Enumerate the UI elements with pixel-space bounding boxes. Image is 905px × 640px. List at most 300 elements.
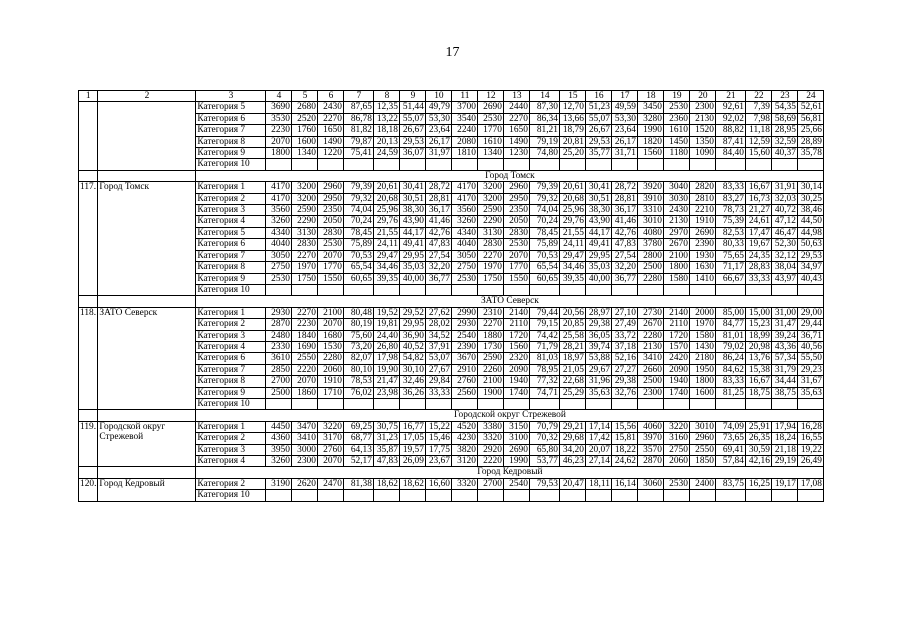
value-cell: 30,41 xyxy=(586,182,612,193)
value-cell: 78,45 xyxy=(344,227,374,238)
value-cell: 23,64 xyxy=(426,125,452,136)
value-cell: 33,33 xyxy=(746,273,772,284)
value-cell: 27,67 xyxy=(426,364,452,375)
category-cell: Категория 2 xyxy=(196,478,266,489)
value-cell: 2620 xyxy=(292,478,318,489)
value-cell: 1350 xyxy=(690,136,716,147)
value-cell: 1580 xyxy=(690,330,716,341)
value-cell: 2800 xyxy=(638,250,664,261)
value-cell xyxy=(664,398,690,409)
value-cell: 2680 xyxy=(292,102,318,113)
value-cell: 31,96 xyxy=(586,376,612,387)
value-cell xyxy=(746,490,772,501)
value-cell: 36,17 xyxy=(426,205,452,216)
value-cell: 31,91 xyxy=(772,182,798,193)
value-cell: 81,01 xyxy=(716,330,746,341)
value-cell: 34,46 xyxy=(560,262,586,273)
value-cell: 3570 xyxy=(638,444,664,455)
value-cell xyxy=(612,159,638,170)
value-cell: 2230 xyxy=(292,319,318,330)
value-cell: 2520 xyxy=(292,113,318,124)
value-cell: 2210 xyxy=(690,205,716,216)
value-cell: 74,42 xyxy=(530,330,560,341)
value-cell xyxy=(266,284,292,295)
value-cell: 3130 xyxy=(292,227,318,238)
value-cell: 12,70 xyxy=(560,102,586,113)
value-cell xyxy=(612,490,638,501)
value-cell: 3050 xyxy=(452,250,478,261)
value-cell: 79,15 xyxy=(530,319,560,330)
value-cell: 29,53 xyxy=(400,136,426,147)
value-cell: 17,05 xyxy=(400,433,426,444)
value-cell: 3920 xyxy=(638,182,664,193)
value-cell: 33,72 xyxy=(612,330,638,341)
value-cell: 18,79 xyxy=(560,125,586,136)
value-cell: 49,59 xyxy=(612,102,638,113)
value-cell xyxy=(374,159,400,170)
value-cell: 35,03 xyxy=(586,262,612,273)
value-cell: 26,49 xyxy=(798,456,824,467)
value-cell: 39,24 xyxy=(772,330,798,341)
value-cell: 36,05 xyxy=(586,330,612,341)
value-cell: 3200 xyxy=(478,182,504,193)
value-cell: 2240 xyxy=(452,125,478,136)
value-cell: 12,59 xyxy=(746,136,772,147)
value-cell: 83,33 xyxy=(716,376,746,387)
value-cell xyxy=(560,398,586,409)
section-empty-cell xyxy=(79,410,98,421)
value-cell: 16,28 xyxy=(798,421,824,432)
value-cell: 86,24 xyxy=(716,353,746,364)
value-cell: 37,91 xyxy=(426,341,452,352)
value-cell: 3200 xyxy=(478,193,504,204)
value-cell: 20,61 xyxy=(560,182,586,193)
value-cell: 74,09 xyxy=(716,421,746,432)
value-cell: 1430 xyxy=(690,341,716,352)
value-cell: 26,67 xyxy=(400,125,426,136)
value-cell: 84,40 xyxy=(716,148,746,159)
value-cell: 2950 xyxy=(318,193,344,204)
value-cell: 47,83 xyxy=(374,456,400,467)
value-cell: 2090 xyxy=(504,364,530,375)
value-cell: 4170 xyxy=(266,193,292,204)
value-cell: 28,72 xyxy=(426,182,452,193)
value-cell: 2480 xyxy=(266,330,292,341)
category-cell: Категория 1 xyxy=(196,307,266,318)
value-cell: 1630 xyxy=(690,262,716,273)
header-cell: 16 xyxy=(586,91,612,102)
section-title: Город Томск xyxy=(196,170,824,181)
value-cell: 27,54 xyxy=(426,250,452,261)
value-cell: 19,90 xyxy=(374,364,400,375)
value-cell: 16,67 xyxy=(746,182,772,193)
value-cell: 21,18 xyxy=(772,444,798,455)
value-cell: 4060 xyxy=(638,421,664,432)
value-cell: 2690 xyxy=(504,444,530,455)
value-cell: 3950 xyxy=(266,444,292,455)
value-cell: 2280 xyxy=(638,273,664,284)
value-cell: 4040 xyxy=(266,239,292,250)
section-empty-cell xyxy=(79,170,98,181)
value-cell: 4170 xyxy=(452,182,478,193)
value-cell: 87,30 xyxy=(530,102,560,113)
value-cell: 29,52 xyxy=(400,307,426,318)
value-cell: 3910 xyxy=(638,193,664,204)
category-cell: Категория 2 xyxy=(196,319,266,330)
value-cell: 2220 xyxy=(478,456,504,467)
value-cell: 2830 xyxy=(292,239,318,250)
value-cell xyxy=(772,284,798,295)
category-cell: Категория 4 xyxy=(196,216,266,227)
value-cell: 1520 xyxy=(690,125,716,136)
value-cell: 53,30 xyxy=(612,113,638,124)
value-cell: 34,97 xyxy=(798,262,824,273)
header-cell: 12 xyxy=(478,91,504,102)
value-cell: 80,33 xyxy=(716,239,746,250)
value-cell: 24,11 xyxy=(560,239,586,250)
value-cell: 40,56 xyxy=(798,341,824,352)
value-cell: 34,52 xyxy=(426,330,452,341)
value-cell: 47,12 xyxy=(772,216,798,227)
value-cell xyxy=(478,398,504,409)
value-cell: 1610 xyxy=(664,125,690,136)
value-cell: 3040 xyxy=(664,182,690,193)
value-cell: 2180 xyxy=(690,353,716,364)
value-cell: 80,48 xyxy=(344,307,374,318)
section-row xyxy=(79,410,824,421)
value-cell: 16,77 xyxy=(400,421,426,432)
value-cell: 2760 xyxy=(318,444,344,455)
section-empty-cell xyxy=(98,170,196,181)
value-cell: 4170 xyxy=(452,193,478,204)
value-cell: 83,27 xyxy=(716,193,746,204)
value-cell: 29,95 xyxy=(400,250,426,261)
value-cell: 32,20 xyxy=(426,262,452,273)
value-cell: 28,97 xyxy=(586,307,612,318)
value-cell: 1560 xyxy=(638,148,664,159)
row-number: 117. xyxy=(79,182,98,296)
value-cell xyxy=(798,490,824,501)
value-cell: 2270 xyxy=(504,113,530,124)
value-cell: 70,32 xyxy=(530,433,560,444)
value-cell xyxy=(716,284,746,295)
value-cell: 18,99 xyxy=(746,330,772,341)
value-cell: 3780 xyxy=(638,239,664,250)
value-cell: 2060 xyxy=(664,456,690,467)
value-cell: 84,62 xyxy=(716,364,746,375)
value-cell: 2390 xyxy=(690,239,716,250)
value-cell: 3970 xyxy=(638,433,664,444)
header-cell: 17 xyxy=(612,91,638,102)
value-cell: 2820 xyxy=(690,182,716,193)
value-cell: 82,07 xyxy=(344,353,374,364)
value-cell xyxy=(560,159,586,170)
value-cell: 25,96 xyxy=(374,205,400,216)
section-empty-cell xyxy=(98,296,196,307)
value-cell: 2550 xyxy=(292,353,318,364)
value-cell: 35,63 xyxy=(798,387,824,398)
value-cell: 17,75 xyxy=(426,444,452,455)
value-cell: 2920 xyxy=(478,444,504,455)
value-cell: 2810 xyxy=(690,193,716,204)
value-cell: 3220 xyxy=(318,421,344,432)
value-cell: 73,65 xyxy=(716,433,746,444)
value-cell: 39,35 xyxy=(374,273,400,284)
value-cell xyxy=(374,398,400,409)
value-cell: 79,39 xyxy=(530,182,560,193)
value-cell: 30,14 xyxy=(798,182,824,193)
value-cell: 78,53 xyxy=(344,376,374,387)
value-cell: 15,56 xyxy=(612,421,638,432)
value-cell: 3410 xyxy=(292,433,318,444)
value-cell: 55,07 xyxy=(586,113,612,124)
value-cell: 29,53 xyxy=(798,250,824,261)
value-cell: 2530 xyxy=(664,102,690,113)
value-cell: 2550 xyxy=(690,444,716,455)
value-cell: 70,53 xyxy=(530,250,560,261)
value-cell: 43,90 xyxy=(586,216,612,227)
value-cell: 83,33 xyxy=(716,182,746,193)
value-cell: 3150 xyxy=(504,421,530,432)
value-cell xyxy=(746,159,772,170)
value-cell: 27,62 xyxy=(426,307,452,318)
category-cell: Категория 6 xyxy=(196,353,266,364)
header-cell: 15 xyxy=(560,91,586,102)
value-cell: 87,41 xyxy=(716,136,746,147)
value-cell: 21,05 xyxy=(560,364,586,375)
value-cell: 30,59 xyxy=(746,444,772,455)
value-cell: 26,17 xyxy=(426,136,452,147)
value-cell: 46,23 xyxy=(560,456,586,467)
value-cell: 85,00 xyxy=(716,307,746,318)
value-cell: 64,13 xyxy=(344,444,374,455)
value-cell: 1550 xyxy=(318,273,344,284)
value-cell: 80,19 xyxy=(344,319,374,330)
value-cell: 15,00 xyxy=(746,307,772,318)
value-cell: 3820 xyxy=(452,444,478,455)
value-cell: 3130 xyxy=(478,227,504,238)
value-cell: 81,21 xyxy=(530,125,560,136)
value-cell: 75,89 xyxy=(344,239,374,250)
value-cell: 1690 xyxy=(292,341,318,352)
value-cell: 31,23 xyxy=(374,433,400,444)
value-cell xyxy=(772,159,798,170)
value-cell: 2910 xyxy=(452,364,478,375)
value-cell: 18,97 xyxy=(560,353,586,364)
header-cell: 7 xyxy=(344,91,374,102)
value-cell: 81,25 xyxy=(716,387,746,398)
value-cell: 3010 xyxy=(638,216,664,227)
value-cell: 77,32 xyxy=(530,376,560,387)
value-cell: 21,27 xyxy=(746,205,772,216)
value-cell: 32,12 xyxy=(772,250,798,261)
value-cell xyxy=(478,159,504,170)
value-cell xyxy=(452,398,478,409)
value-cell: 36,90 xyxy=(400,330,426,341)
data-table-container xyxy=(78,90,824,502)
value-cell: 4450 xyxy=(266,421,292,432)
value-cell: 1490 xyxy=(504,136,530,147)
value-cell: 3030 xyxy=(664,193,690,204)
value-cell: 24,40 xyxy=(374,330,400,341)
value-cell: 55,50 xyxy=(798,353,824,364)
value-cell: 16,60 xyxy=(426,478,452,489)
value-cell: 1730 xyxy=(478,341,504,352)
category-cell: Категория 9 xyxy=(196,273,266,284)
table-row xyxy=(79,182,824,193)
value-cell: 29,47 xyxy=(560,250,586,261)
value-cell: 51,23 xyxy=(586,102,612,113)
value-cell: 31,97 xyxy=(426,148,452,159)
value-cell: 52,16 xyxy=(612,353,638,364)
value-cell: 3700 xyxy=(452,102,478,113)
value-cell xyxy=(798,398,824,409)
value-cell: 4040 xyxy=(452,239,478,250)
category-cell: Категория 9 xyxy=(196,148,266,159)
value-cell: 51,44 xyxy=(400,102,426,113)
value-cell: 25,58 xyxy=(560,330,586,341)
value-cell: 1610 xyxy=(478,136,504,147)
value-cell xyxy=(612,398,638,409)
value-cell: 2420 xyxy=(664,353,690,364)
value-cell: 2230 xyxy=(266,125,292,136)
value-cell: 74,04 xyxy=(530,205,560,216)
value-cell: 1490 xyxy=(318,136,344,147)
value-cell: 55,07 xyxy=(400,113,426,124)
value-cell: 1720 xyxy=(664,330,690,341)
value-cell: 2870 xyxy=(266,319,292,330)
value-cell: 88,82 xyxy=(716,125,746,136)
value-cell: 29,95 xyxy=(586,250,612,261)
row-number: 118. xyxy=(79,307,98,410)
value-cell: 70,53 xyxy=(344,250,374,261)
value-cell: 2530 xyxy=(452,273,478,284)
value-cell: 1970 xyxy=(292,262,318,273)
value-cell: 3320 xyxy=(478,433,504,444)
header-cell: 4 xyxy=(266,91,292,102)
value-cell: 78,73 xyxy=(716,205,746,216)
value-cell xyxy=(452,284,478,295)
value-cell xyxy=(478,284,504,295)
value-cell: 49,79 xyxy=(426,102,452,113)
value-cell: 71,17 xyxy=(716,262,746,273)
header-cell: 1 xyxy=(79,91,98,102)
value-cell: 30,51 xyxy=(400,193,426,204)
value-cell: 1650 xyxy=(318,125,344,136)
value-cell: 1410 xyxy=(690,273,716,284)
value-cell: 2750 xyxy=(664,444,690,455)
value-cell xyxy=(292,398,318,409)
data-table xyxy=(78,90,824,502)
value-cell: 70,24 xyxy=(530,216,560,227)
value-cell: 92,02 xyxy=(716,113,746,124)
value-cell: 1910 xyxy=(690,216,716,227)
value-cell: 92,61 xyxy=(716,102,746,113)
value-cell: 65,54 xyxy=(344,262,374,273)
section-title: Город Кедровый xyxy=(196,467,824,478)
value-cell: 58,69 xyxy=(772,113,798,124)
value-cell: 2850 xyxy=(266,364,292,375)
value-cell: 38,30 xyxy=(586,205,612,216)
value-cell: 39,74 xyxy=(586,341,612,352)
value-cell: 3220 xyxy=(664,421,690,432)
value-cell: 3530 xyxy=(266,113,292,124)
value-cell: 3560 xyxy=(452,205,478,216)
value-cell: 21,55 xyxy=(560,227,586,238)
value-cell xyxy=(452,490,478,501)
value-cell: 53,77 xyxy=(530,456,560,467)
value-cell: 24,59 xyxy=(374,148,400,159)
value-cell: 18,24 xyxy=(772,433,798,444)
value-cell: 1710 xyxy=(318,387,344,398)
value-cell xyxy=(292,284,318,295)
value-cell: 20,68 xyxy=(374,193,400,204)
value-cell: 52,30 xyxy=(772,239,798,250)
value-cell xyxy=(400,284,426,295)
value-cell: 2300 xyxy=(292,456,318,467)
value-cell: 20,47 xyxy=(560,478,586,489)
value-cell: 20,81 xyxy=(560,136,586,147)
value-cell: 79,87 xyxy=(344,136,374,147)
header-cell: 2 xyxy=(98,91,196,102)
value-cell: 83,75 xyxy=(716,478,746,489)
value-cell: 2280 xyxy=(318,353,344,364)
value-cell: 1770 xyxy=(504,262,530,273)
value-cell: 26,67 xyxy=(586,125,612,136)
header-cell: 13 xyxy=(504,91,530,102)
value-cell xyxy=(344,398,374,409)
value-cell xyxy=(746,284,772,295)
value-cell xyxy=(638,159,664,170)
value-cell xyxy=(266,490,292,501)
value-cell: 29,21 xyxy=(560,421,586,432)
value-cell xyxy=(586,159,612,170)
value-cell: 20,13 xyxy=(374,136,400,147)
value-cell: 3060 xyxy=(638,478,664,489)
value-cell: 2750 xyxy=(452,262,478,273)
value-cell xyxy=(318,284,344,295)
value-cell: 31,79 xyxy=(772,364,798,375)
value-cell: 79,32 xyxy=(530,193,560,204)
value-cell: 17,14 xyxy=(586,421,612,432)
value-cell: 25,66 xyxy=(798,125,824,136)
value-cell: 1770 xyxy=(478,125,504,136)
value-cell: 47,83 xyxy=(612,239,638,250)
value-cell xyxy=(664,284,690,295)
value-cell: 38,04 xyxy=(772,262,798,273)
value-cell: 29,23 xyxy=(798,364,824,375)
value-cell: 2500 xyxy=(638,262,664,273)
value-cell xyxy=(798,284,824,295)
value-cell xyxy=(612,284,638,295)
value-cell: 36,77 xyxy=(612,273,638,284)
value-cell: 2000 xyxy=(690,307,716,318)
value-cell: 2660 xyxy=(638,364,664,375)
value-cell xyxy=(772,490,798,501)
value-cell xyxy=(374,284,400,295)
value-cell: 1880 xyxy=(478,330,504,341)
value-cell: 28,95 xyxy=(772,125,798,136)
value-cell: 28,89 xyxy=(798,136,824,147)
value-cell xyxy=(664,159,690,170)
value-cell: 1740 xyxy=(504,387,530,398)
value-cell: 2700 xyxy=(478,478,504,489)
value-cell: 75,89 xyxy=(530,239,560,250)
value-cell: 2130 xyxy=(638,341,664,352)
value-cell xyxy=(716,398,746,409)
value-cell: 27,49 xyxy=(612,319,638,330)
value-cell: 2750 xyxy=(266,262,292,273)
